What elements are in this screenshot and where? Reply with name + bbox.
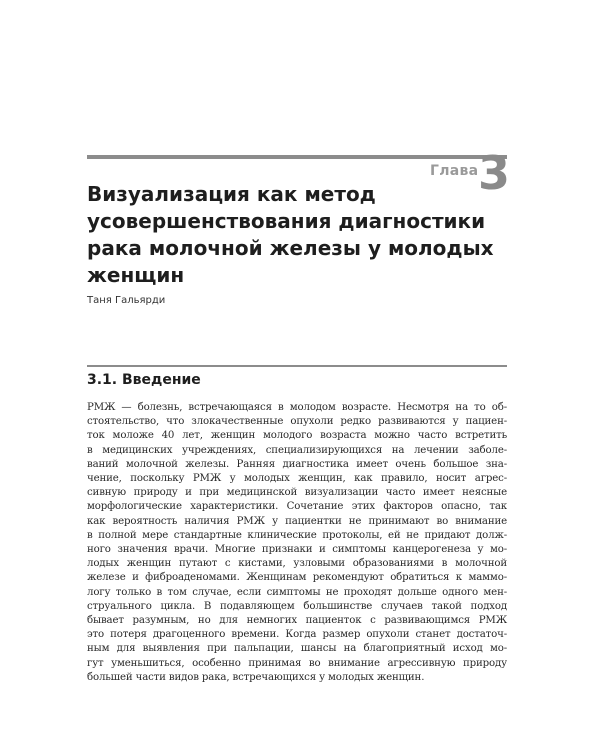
- body-line: это потеря драгоценного времени. Когда размер опухоли станет достаточ-: [87, 629, 507, 641]
- body-line: струального цикла. В подавляющем большинстве случаев такой подход: [87, 600, 507, 612]
- body-line: сивную природу и при медицинской визуализации часто имеет неясные: [87, 487, 507, 499]
- body-line: морфологические характеристики. Сочетание этих факторов опасно, так: [87, 501, 507, 513]
- body-line: бывает разумным, но для немногих пациенток с развивающимся РМЖ: [87, 615, 507, 627]
- body-line: большей части видов рака, встречающихся у молодых женщин.: [87, 671, 425, 683]
- body-line: ток моложе 40 лет, женщин молодого возраста можно часто встретить: [87, 430, 507, 442]
- chapter-label: Глава: [430, 163, 479, 179]
- chapter-title-line: рака молочной железы у молодых: [87, 236, 494, 260]
- chapter-title: [87, 181, 494, 289]
- chapter-number: 3: [478, 146, 511, 200]
- body-line: лодых женщин путают с кистами, узловыми образованиями в молочной: [87, 558, 507, 570]
- chapter-author: Таня Гальярди: [87, 295, 166, 306]
- chapter-title-line: Визуализация как метод: [87, 182, 376, 206]
- body-line: железе и фиброаденомами. Женщинам рекомендуют обратиться к маммо-: [87, 572, 507, 584]
- chapter-top-rule: [87, 155, 507, 159]
- body-line: ваний молочной железы. Ранняя диагностика имеет очень большое зна-: [87, 458, 507, 470]
- body-line: РМЖ — болезнь, встречающаяся в молодом возрасте. Несмотря на то об-: [87, 402, 507, 413]
- body-line: логу только в том случае, если симптомы не проходят дольше одного мен-: [87, 586, 507, 598]
- body-line: в медицинских учреждениях, специализирующихся на лечении заболе-: [87, 444, 507, 456]
- body-paragraph: [87, 401, 507, 685]
- section-rule: [87, 365, 507, 367]
- section-heading: 3.1. Введение: [87, 372, 201, 388]
- chapter-title-line: усовершенствования диагностики: [87, 209, 486, 233]
- body-line: стоятельство, что злокачественные опухоли редко развиваются у пациен-: [87, 416, 507, 428]
- body-line: в полной мере стандартные клинические протоколы, ей не придают долж-: [87, 529, 507, 541]
- body-line: гут уменьшиться, особенно принимая во внимание агрессивную природу: [87, 657, 507, 669]
- body-line: чение, поскольку РМЖ у молодых женщин, как правило, носит агрес-: [87, 473, 507, 485]
- body-line: ным для выявления при пальпации, шансы на благоприятный исход мо-: [87, 643, 507, 655]
- chapter-title-line: женщин: [87, 263, 185, 287]
- body-line: ного значения врачи. Многие признаки и симптомы канцерогенеза у мо-: [87, 544, 507, 556]
- body-line: как вероятность наличия РМЖ у пациентки не принимают во внимание: [87, 515, 507, 527]
